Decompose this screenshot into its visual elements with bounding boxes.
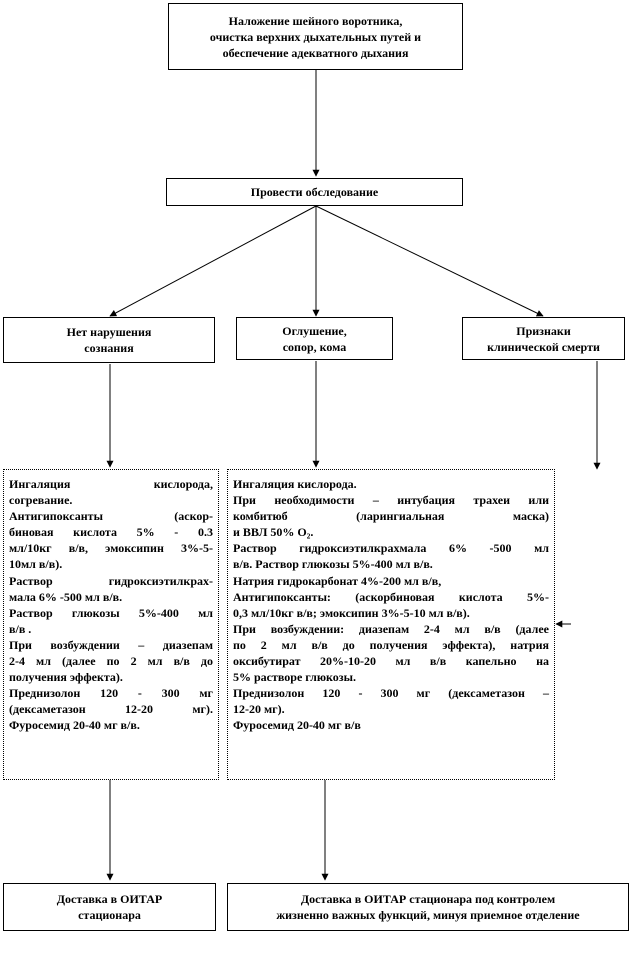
treatment-left-line: Преднизолон 120 - 300 мг bbox=[9, 686, 213, 701]
arrow-exam-to-left bbox=[110, 206, 316, 316]
clinical-death-box bbox=[462, 317, 625, 360]
treatment-mid-line: Преднизолон 120 - 300 мг (дексаметазон – bbox=[233, 686, 549, 701]
treatment-left-box bbox=[3, 469, 219, 780]
neck-collar-box bbox=[168, 3, 463, 70]
treatment-mid-line: Ингаляция кислорода. bbox=[233, 477, 357, 491]
treatment-mid-box bbox=[227, 469, 555, 780]
stupor-line-1: Оглушение, bbox=[282, 323, 347, 338]
stupor-coma-box bbox=[236, 317, 393, 360]
no-disorder-line-1: Нет нарушения bbox=[66, 325, 152, 339]
delivery-monitored-line-2: жизненно важных функций, минуя приемное отделение bbox=[276, 908, 580, 922]
clinical-death-line-1: Признаки bbox=[516, 323, 571, 338]
treatment-left-line: мл/10кг в/в, эмоксипин 3%-5- bbox=[9, 541, 213, 556]
treatment-mid-line: 5% растворе глюкозы. bbox=[233, 670, 356, 685]
treatment-left-line: Ингаляция кислорода, bbox=[9, 477, 213, 491]
treatment-mid-line: Антигипоксанты: (аскорбиновая кислота 5%- bbox=[233, 589, 549, 604]
neck-collar-line-3: обеспечение адекватного дыхания bbox=[222, 45, 409, 60]
treatment-mid-line: Фуросемид 20-40 мг в/в bbox=[233, 718, 361, 733]
treatment-left-line: в/в . bbox=[9, 621, 32, 636]
treatment-left-line: При возбуждении – диазепам bbox=[9, 637, 213, 652]
examination-box bbox=[166, 178, 463, 206]
treatment-left-line: 10мл в/в). bbox=[9, 557, 63, 572]
treatment-mid-line: комбитюб (ларингиальная маска) bbox=[233, 509, 549, 524]
treatment-left-line: получения эффекта). bbox=[9, 670, 123, 685]
treatment-left-line: (дексаметазон 12-20 мг). bbox=[9, 702, 213, 717]
treatment-left-line: Фуросемид 20-40 мг в/в. bbox=[9, 718, 140, 733]
treatment-left-line: биновая кислота 5% - 0.3 bbox=[9, 525, 213, 540]
clinical-death-line-2: клинической смерти bbox=[487, 339, 600, 354]
treatment-mid-line: 0,3 мл/10кг в/в; эмоксипин 3%-5-10 мл в/в). bbox=[233, 605, 470, 620]
delivery-itar-monitored-box bbox=[227, 883, 629, 931]
neck-collar-line-2: очистка верхних дыхательных путей и bbox=[209, 29, 422, 44]
no-consciousness-disorder-box bbox=[3, 317, 215, 363]
treatment-mid-line: оксибутират 20%-10-20 мл в/в капельно на bbox=[233, 654, 549, 669]
treatment-mid-line: Натрия гидрокарбонат 4%-200 мл в/в, bbox=[233, 573, 442, 588]
treatment-mid-line: При необходимости – интубация трахеи или bbox=[233, 493, 549, 508]
delivery-itar-line-1: Доставка в ОИТАР bbox=[56, 892, 163, 906]
treatment-mid-line: При возбуждении: диазепам 2-4 мл в/в (далее bbox=[233, 621, 549, 636]
treatment-left-line: Антигипоксанты (аскор- bbox=[9, 509, 213, 524]
delivery-itar-box bbox=[3, 883, 216, 931]
treatment-mid-line: 12-20 мг). bbox=[233, 702, 285, 717]
treatment-mid-line: в/в. Раствор глюкозы 5%-400 мл в/в. bbox=[233, 557, 433, 572]
delivery-itar-line-2: стационара bbox=[78, 908, 141, 922]
no-disorder-line-2: сознания bbox=[84, 341, 134, 355]
treatment-left-line: Раствор гидроксиэтилкрах- bbox=[9, 573, 213, 588]
stupor-line-2: сопор, кома bbox=[282, 339, 347, 354]
treatment-left-line: Раствор глюкозы 5%-400 мл bbox=[9, 605, 213, 620]
delivery-monitored-line-1: Доставка в ОИТАР стационара под контролем bbox=[300, 892, 556, 906]
examination-label: Провести обследование bbox=[250, 185, 379, 199]
treatment-mid-line: Раствор гидроксиэтилкрахмала 6% -500 мл bbox=[233, 541, 549, 556]
treatment-left-line: согревание. bbox=[9, 493, 73, 508]
neck-collar-line-1: Наложение шейного воротника, bbox=[228, 13, 403, 28]
treatment-left-line: 2-4 мл (далее по 2 мл в/в до bbox=[9, 654, 213, 669]
treatment-mid-line: по 2 мл в/в до получения эффекта), натрия bbox=[233, 637, 549, 652]
treatment-mid-line: и ВВЛ 50% O₂. bbox=[233, 525, 314, 540]
arrow-exam-to-right bbox=[316, 206, 543, 316]
treatment-left-line: мала 6% -500 мл в/в. bbox=[9, 589, 123, 604]
